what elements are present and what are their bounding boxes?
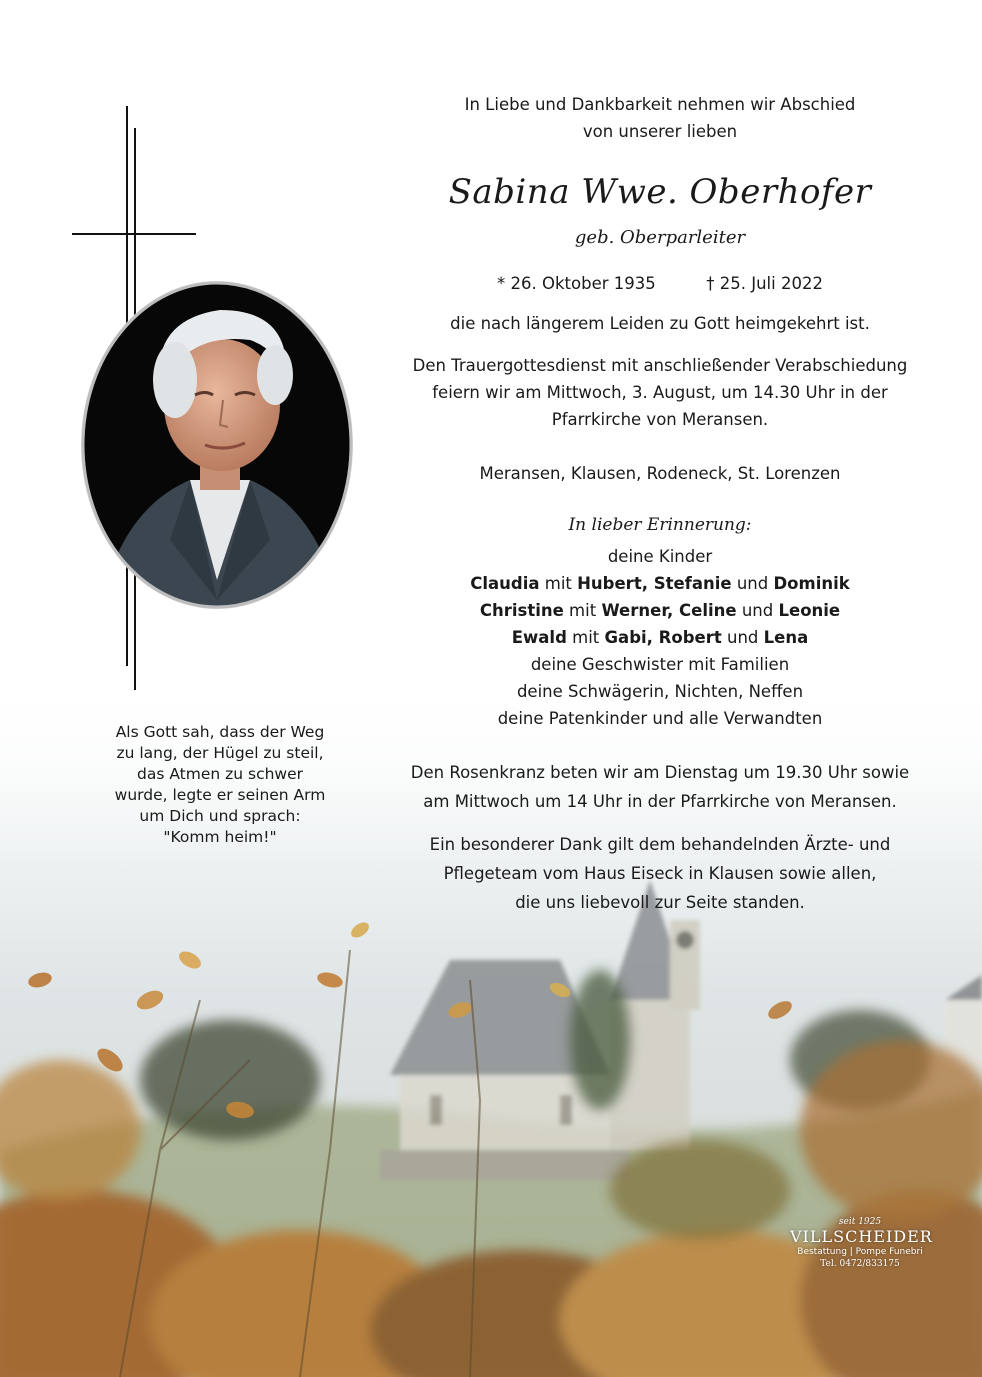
family-connector: und	[721, 628, 764, 647]
death-date: † 25. Juli 2022	[706, 274, 823, 293]
family-line	[400, 597, 920, 624]
funeral-home-logo	[790, 1216, 933, 1270]
service-line: Den Trauergottesdienst mit anschließender Verabschiedung	[412, 356, 908, 375]
thanks-line: Pflegeteam vom Haus Eiseck in Klausen sowie allen,	[443, 864, 877, 883]
passing-note: die nach längerem Leiden zu Gott heimgekehrt ist.	[450, 314, 870, 333]
logo-phone: Tel. 0472/833175	[820, 1259, 900, 1269]
family-connector: mit	[539, 574, 578, 593]
family-name: Dominik	[773, 574, 850, 593]
thanks-line: die uns liebevoll zur Seite standen.	[515, 893, 805, 912]
family-name: Werner, Celine	[601, 601, 737, 620]
birth-name: geb. Oberparleiter	[574, 227, 746, 248]
service-line: feiern wir am Mittwoch, 3. August, um 14.30 Uhr in der	[432, 383, 888, 402]
family-list	[400, 543, 920, 732]
family-connector: und	[736, 601, 779, 620]
service-text	[400, 352, 920, 433]
rosary-line: am Mittwoch um 14 Uhr in der Pfarrkirche von Meransen.	[423, 792, 897, 811]
deceased-name: Sabina Wwe. Oberhofer	[448, 172, 872, 212]
relatives-line: deine Patenkinder und alle Verwandten	[497, 709, 823, 728]
poem-line: das Atmen zu schwer	[136, 765, 304, 783]
poem-line: zu lang, der Hügel zu steil,	[116, 744, 324, 762]
poem-line: Als Gott sah, dass der Weg	[115, 723, 325, 741]
thanks-line: Ein besonderer Dank gilt dem behandelnden Ärzte- und	[429, 835, 891, 854]
rosary-text	[400, 758, 920, 816]
life-dates	[400, 270, 920, 297]
children-intro: deine Kinder	[607, 547, 713, 566]
family-line	[400, 624, 920, 651]
family-name: Christine	[479, 601, 564, 620]
relatives-line: deine Schwägerin, Nichten, Neffen	[516, 682, 804, 701]
family-name: Claudia	[470, 574, 540, 593]
intro-line-1: In Liebe und Dankbarkeit nehmen wir Abschied	[464, 95, 856, 114]
memory-heading: In lieber Erinnerung:	[568, 515, 752, 535]
family-name: Lena	[763, 628, 809, 647]
birth-date: * 26. Oktober 1935	[497, 274, 656, 293]
thanks-text	[400, 830, 920, 917]
family-connector: mit	[563, 601, 602, 620]
poem-line: "Komm heim!"	[163, 828, 277, 846]
family-name: Gabi, Robert	[604, 628, 722, 647]
rosary-line: Den Rosenkranz beten wir am Dienstag um 19.30 Uhr sowie	[410, 763, 910, 782]
poem	[100, 722, 340, 848]
family-name: Hubert, Stefanie	[577, 574, 732, 593]
family-line	[400, 570, 920, 597]
service-line: Pfarrkirche von Meransen.	[551, 410, 769, 429]
family-name: Leonie	[778, 601, 841, 620]
logo-subtitle: Bestattung | Pompe Funebri	[797, 1247, 923, 1257]
places: Meransen, Klausen, Rodeneck, St. Lorenzen	[479, 464, 841, 483]
portrait-photo	[80, 280, 354, 610]
poem-line: wurde, legte er seinen Arm	[114, 786, 326, 804]
logo-since: seit 1925	[838, 1217, 882, 1227]
family-connector: und	[731, 574, 774, 593]
relatives-line: deine Geschwister mit Familien	[530, 655, 790, 674]
cross-horizontal-line	[72, 233, 196, 235]
poem-line: um Dich und sprach:	[139, 807, 301, 825]
family-name: Ewald	[511, 628, 567, 647]
logo-brand: VILLSCHEIDER	[790, 1227, 933, 1246]
intro-text	[400, 91, 920, 145]
intro-line-2: von unserer lieben	[582, 122, 738, 141]
family-connector: mit	[566, 628, 605, 647]
